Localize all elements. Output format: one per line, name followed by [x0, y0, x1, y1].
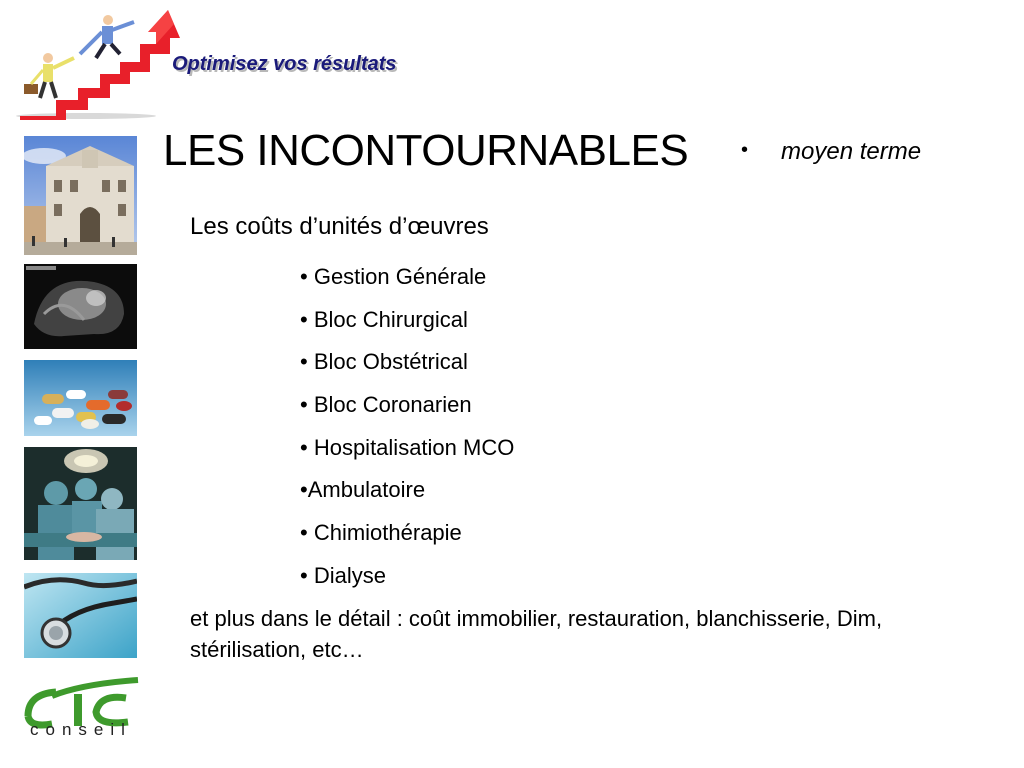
list-item-label: Gestion Générale: [313, 264, 487, 289]
list-item: [300, 476, 514, 519]
list-item: [300, 391, 514, 434]
hospital-building-photo: [24, 136, 137, 255]
pills-photo: [24, 360, 137, 436]
detail-text: et plus dans le détail : coût immobilier, restauration, blanchisserie, Dim, stérilisation, etc…: [190, 606, 883, 662]
list-bullet: •: [300, 264, 308, 289]
list-bullet: •: [300, 349, 308, 375]
list-item-label: Bloc Coronarien: [313, 392, 472, 418]
list-item: [300, 306, 514, 349]
list-item: [300, 434, 514, 477]
list-item-label: Chimiothérapie: [313, 520, 462, 546]
stethoscope-photo: [24, 573, 137, 658]
growth-arrow-climbers-icon: [16, 8, 182, 120]
surgeons-photo: [24, 447, 137, 560]
title-bullet: •: [741, 139, 749, 161]
list-bullet: •: [300, 392, 308, 418]
list-item-label: Bloc Chirurgical: [313, 306, 468, 332]
list-bullet: •: [300, 306, 308, 332]
ultrasound-photo: [24, 264, 137, 349]
list-bullet: •: [300, 562, 308, 588]
unit-list: [300, 263, 514, 605]
list-item-label: Dialyse: [313, 562, 386, 588]
list-bullet: •: [300, 434, 308, 460]
title-subtitle: moyen terme: [781, 138, 922, 165]
list-item: [300, 562, 514, 605]
list-bullet: •: [300, 520, 308, 546]
list-bullet: •: [300, 477, 308, 503]
list-item: [300, 348, 514, 391]
slogan: Optimisez vos résultats: [172, 53, 397, 75]
list-item-label: Hospitalisation MCO: [313, 434, 515, 460]
slide-title: LES INCONTOURNABLES: [163, 126, 689, 175]
list-item: [300, 263, 514, 306]
list-item-label: Bloc Obstétrical: [313, 349, 468, 375]
list-item-label: Ambulatoire: [307, 477, 426, 503]
logo-text: conseil: [30, 720, 132, 739]
list-item: [300, 519, 514, 562]
section-heading: Les coûts d’unités d’œuvres: [190, 213, 489, 240]
